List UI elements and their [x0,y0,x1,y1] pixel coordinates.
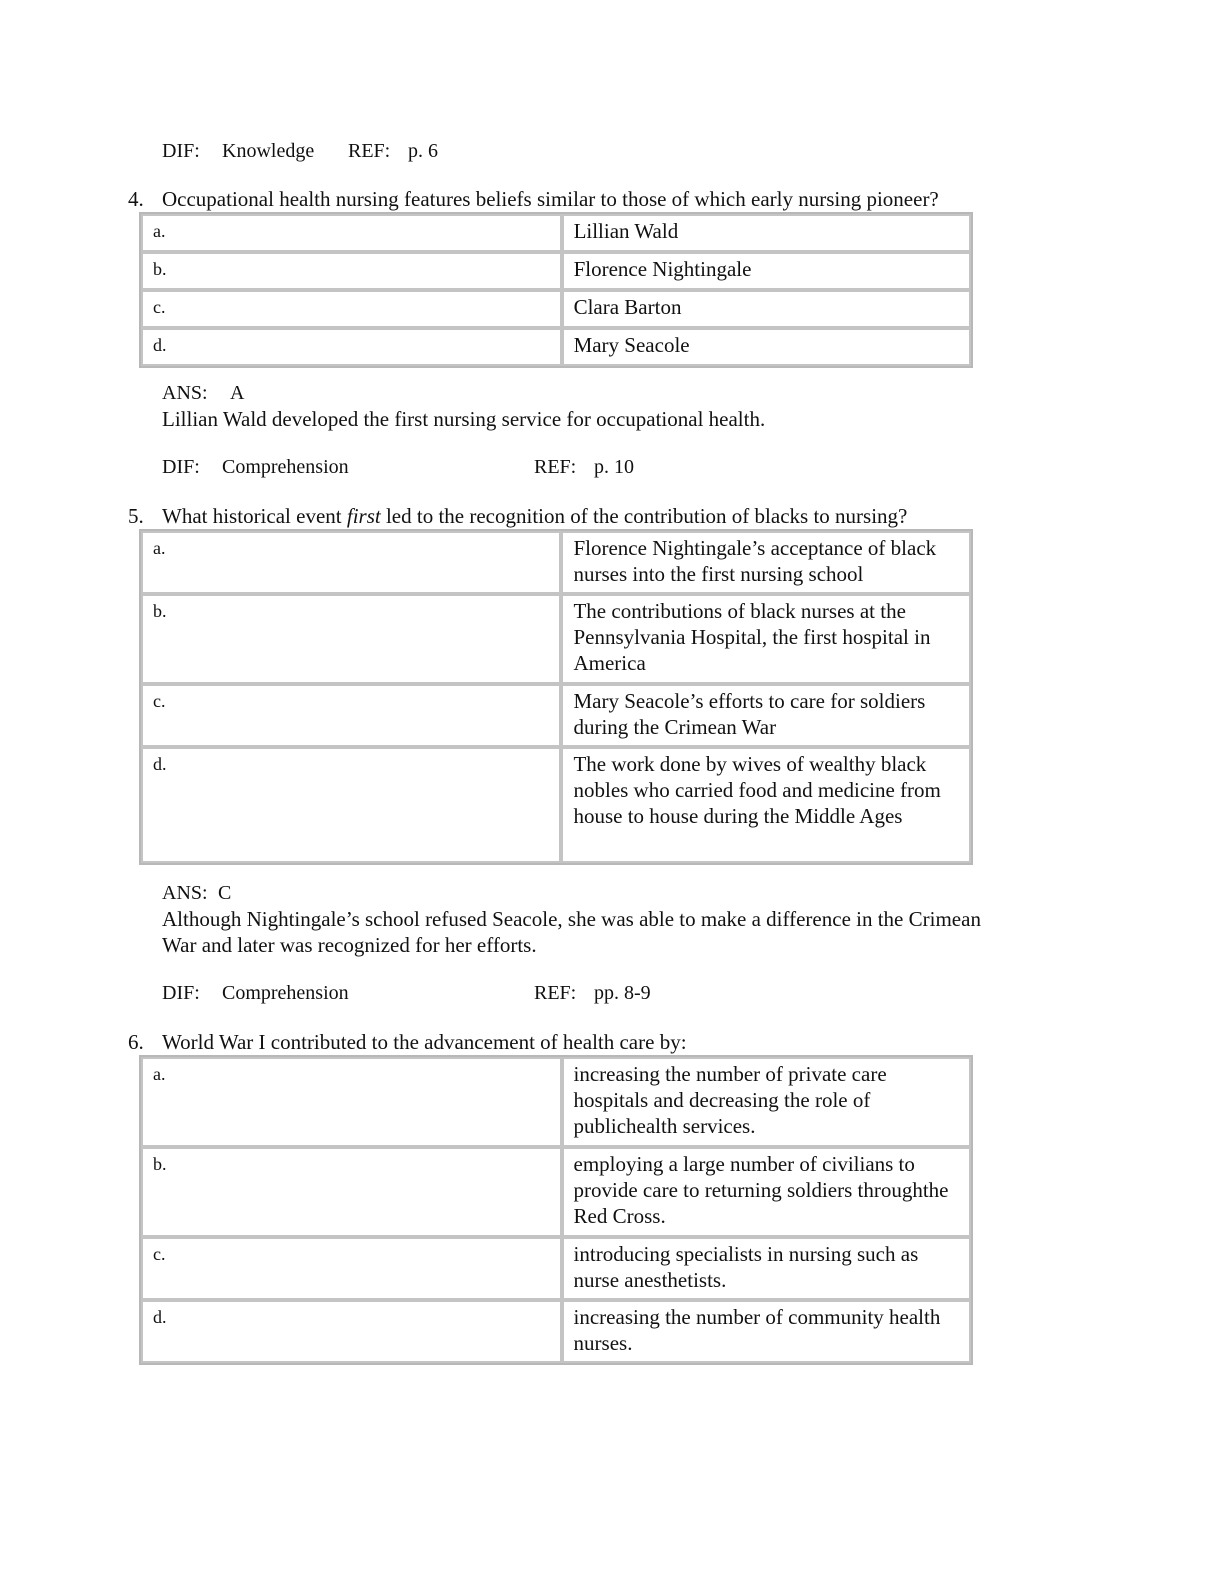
ans-label: ANS: [162,382,208,404]
question-4-stem [128,187,939,212]
option-text: Mary Seacole’s efforts to care for soldiers during the Crimean War [561,684,971,747]
option-row [141,290,971,328]
option-letter: d. [141,328,562,366]
option-text: The contributions of black nurses at the Pennsylvania Hospital, the first hospital in America [561,594,971,684]
option-letter: a. [141,214,562,252]
dif-label: DIF: [162,456,200,478]
question-4-answer [162,380,765,432]
ref-label: REF: [534,982,577,1004]
question-number: 4. [128,187,144,211]
ref-value: pp. 8-9 [594,982,651,1004]
option-text: increasing the number of community health nurses. [562,1300,971,1363]
dif-value: Comprehension [222,456,349,478]
ref-label: REF: [534,456,577,478]
ans-label: ANS: [162,882,208,904]
dif-value: Comprehension [222,982,349,1004]
question-5-stem [128,504,907,529]
question-5-answer [162,880,981,958]
question-6-options [139,1055,973,1365]
question-text-emphasis: first [346,504,381,528]
answer-line [162,880,981,906]
question-text: World War I contributed to the advancement of health care by: [162,1030,687,1054]
question-text: What historical event [162,504,347,528]
option-row [141,531,971,594]
option-row [141,1147,971,1237]
option-letter: c. [141,684,561,747]
dif-label: DIF: [162,982,200,1004]
option-letter: c. [141,1237,562,1300]
question-4-options [139,212,973,368]
option-row [141,252,971,290]
answer-explanation-continued: War and later was recognized for her efforts. [162,933,537,957]
option-text: Florence Nightingale [562,252,971,290]
question-6-stem [128,1030,687,1055]
option-row [141,214,971,252]
answer-explanation: Lillian Wald developed the first nursing service for occupational health. [162,407,766,431]
question-text: Occupational health nursing features beliefs similar to those of which early nursing pioneer? [162,187,939,211]
option-row [141,684,971,747]
option-text: Clara Barton [562,290,971,328]
option-row [141,594,971,684]
option-letter: a. [141,1057,562,1147]
option-text: increasing the number of private care hospitals and decreasing the role of publichealth services. [562,1057,971,1147]
ref-value: p. 10 [594,456,634,478]
option-letter: b. [141,1147,562,1237]
option-row [141,1300,971,1363]
option-row [141,747,971,863]
option-letter: d. [141,747,561,863]
option-row [141,328,971,366]
question-5-options [139,529,973,865]
option-text: employing a large number of civilians to provide care to returning soldiers throughthe Red Cross. [562,1147,971,1237]
question-number: 5. [128,504,144,528]
dif-label: DIF: [162,140,200,162]
option-letter: c. [141,290,562,328]
option-letter: b. [141,252,562,290]
ref-label: REF: [348,140,391,162]
option-letter: b. [141,594,561,684]
option-text: Florence Nightingale’s acceptance of black nurses into the first nursing school [561,531,971,594]
option-text: The work done by wives of wealthy black nobles who carried food and medicine from house to house during the Middle Ages [561,747,971,863]
option-text: introducing specialists in nursing such as nurse anesthetists. [562,1237,971,1300]
ans-value: A [230,382,245,404]
option-letter: a. [141,531,561,594]
answer-explanation: Although Nightingale’s school refused Seacole, she was able to make a difference in the Crimean [162,907,981,931]
ans-value: C [218,882,232,904]
option-text: Lillian Wald [562,214,971,252]
question-text-end: led to the recognition of the contribution of blacks to nursing? [380,504,908,528]
option-text: Mary Seacole [562,328,971,366]
option-letter: d. [141,1300,562,1363]
option-row [141,1057,971,1147]
option-row [141,1237,971,1300]
dif-value: Knowledge [222,140,315,162]
answer-line [162,380,765,406]
ref-value: p. 6 [408,140,438,162]
question-number: 6. [128,1030,144,1054]
